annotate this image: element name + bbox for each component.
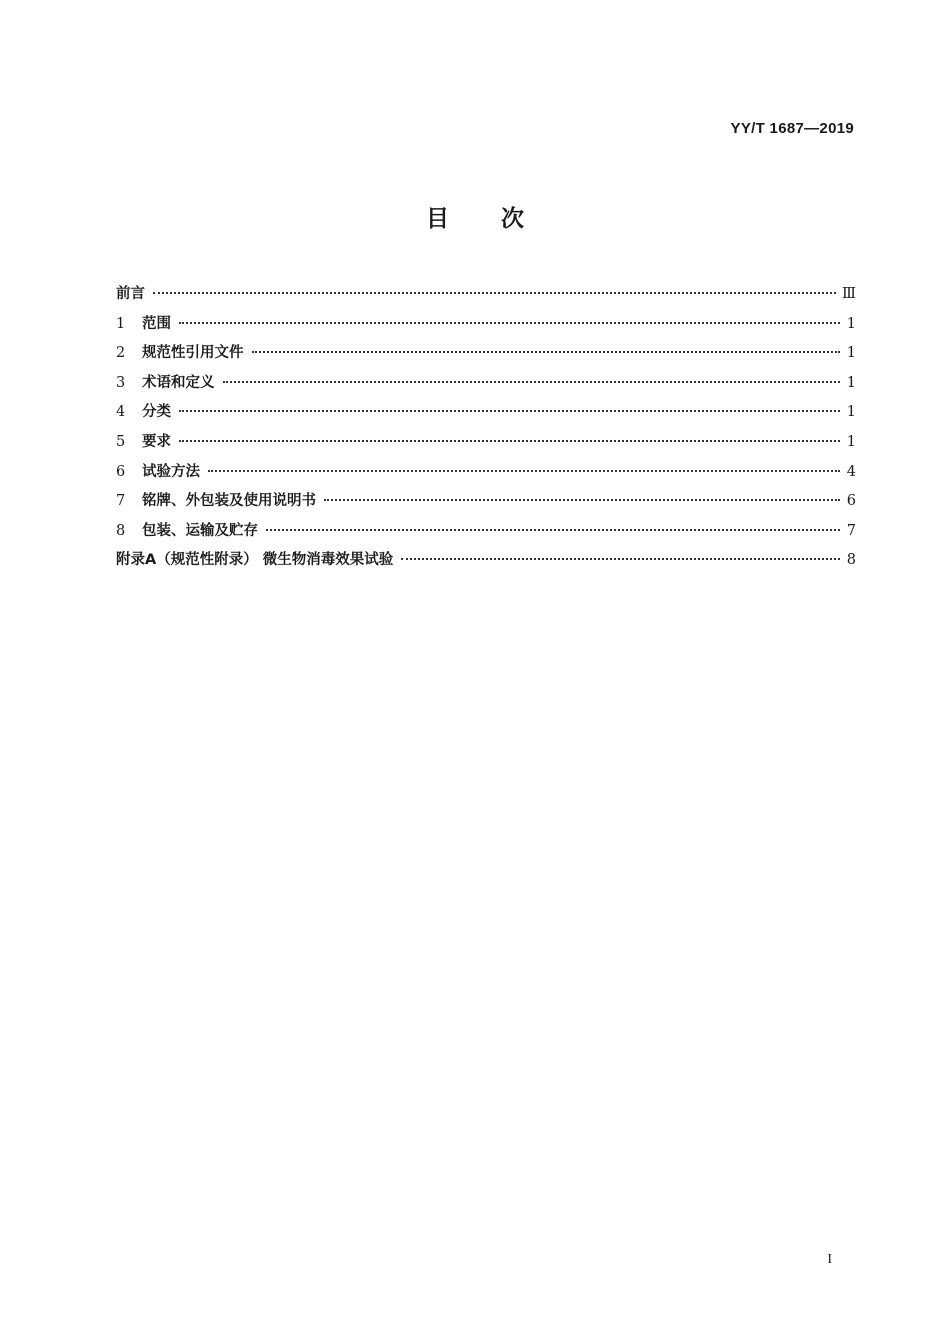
toc-entry-foreword[interactable] (116, 282, 856, 312)
toc-entry-number: 1 (116, 315, 126, 332)
toc-leader-dots (179, 322, 840, 324)
toc-entry-appendix-a[interactable] (116, 548, 856, 578)
toc-entry-number: 4 (116, 404, 126, 421)
toc-entry-page: 8 (846, 552, 856, 569)
toc-leader-dots (179, 410, 840, 412)
toc-entry-label: 试验方法 (142, 463, 200, 480)
toc-entry-page: Ⅲ (842, 286, 856, 302)
toc-leader-dots (324, 499, 840, 501)
toc-leader-dots (179, 440, 840, 442)
toc-entry-page: 6 (846, 493, 856, 510)
toc-leader-dots (153, 292, 836, 294)
toc-leader-dots (252, 351, 841, 353)
toc-entry-label: 规范性引用文件 (142, 345, 244, 362)
toc-entry-page: 1 (846, 345, 856, 362)
toc-entry-page: 1 (846, 374, 856, 391)
toc-entry-page: 1 (846, 315, 856, 332)
toc-entry-6[interactable] (116, 460, 856, 490)
toc-entry-2[interactable] (116, 341, 856, 371)
toc-leader-dots (223, 381, 841, 383)
toc-entry-page: 4 (846, 463, 856, 480)
toc-entry-1[interactable] (116, 312, 856, 342)
toc-entry-5[interactable] (116, 430, 856, 460)
toc-entry-8[interactable] (116, 519, 856, 549)
toc-entry-page: 1 (846, 404, 856, 421)
toc-entry-3[interactable] (116, 371, 856, 401)
toc-entry-number: 7 (116, 493, 126, 510)
toc-entry-number: 3 (116, 374, 126, 391)
toc-entry-number: 5 (116, 433, 126, 450)
toc-entry-label: 附录A（规范性附录） 微生物消毒效果试验 (116, 552, 394, 569)
table-of-contents (116, 282, 856, 578)
toc-entry-label: 铭牌、外包装及使用说明书 (142, 493, 316, 510)
toc-entry-label: 术语和定义 (142, 374, 215, 391)
toc-entry-label: 分类 (142, 404, 171, 421)
page-number: I (827, 1252, 832, 1267)
page-title: 目次 (426, 206, 576, 232)
toc-leader-dots (401, 558, 840, 560)
toc-leader-dots (266, 529, 840, 531)
toc-entry-7[interactable] (116, 489, 856, 519)
toc-entry-number: 6 (116, 463, 126, 480)
toc-entry-number: 2 (116, 345, 126, 362)
toc-entry-label: 要求 (142, 433, 171, 450)
standard-code: YY/T 1687—2019 (730, 120, 854, 137)
toc-entry-label: 前言 (116, 286, 145, 302)
toc-entry-page: 1 (846, 433, 856, 450)
toc-entry-4[interactable] (116, 400, 856, 430)
toc-leader-dots (208, 470, 840, 472)
toc-entry-number: 8 (116, 522, 126, 539)
toc-entry-label: 范围 (142, 315, 171, 332)
toc-entry-page: 7 (846, 522, 856, 539)
toc-entry-label: 包装、运输及贮存 (142, 522, 258, 539)
